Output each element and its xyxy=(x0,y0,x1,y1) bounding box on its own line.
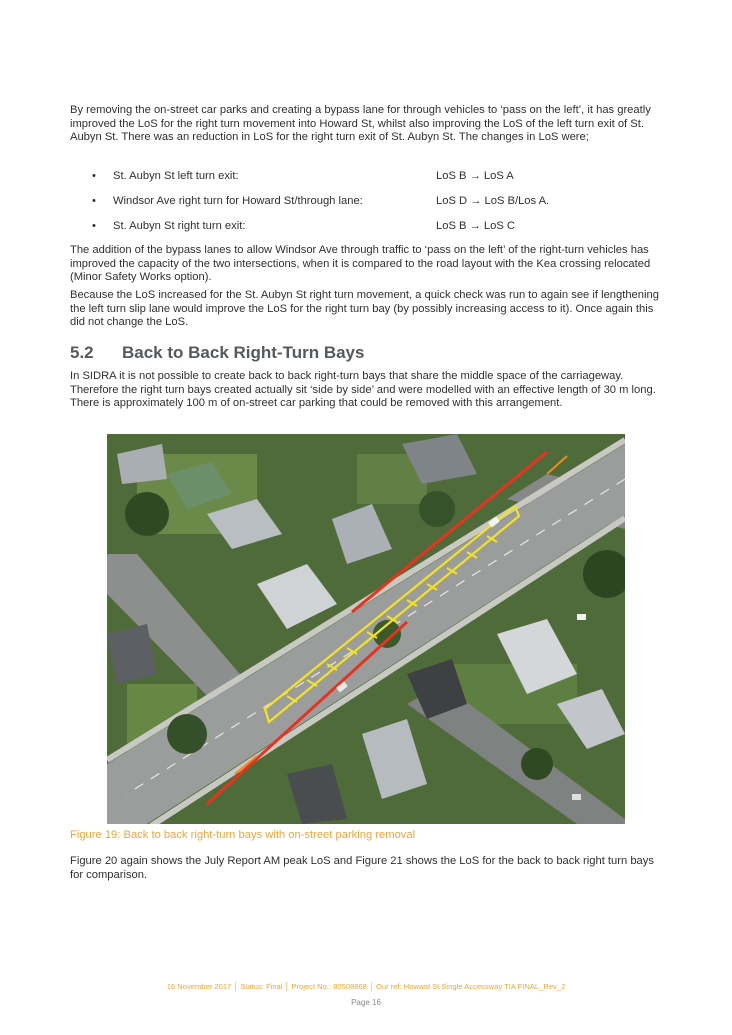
paragraph-check: Because the LoS increased for the St. Aubyn St right turn movement, a quick check was run to again see if lengthening the left turn slip lane would improve the LoS for the right turn bay (by possibly increasing access to it). Once again this did not change the LoS. xyxy=(70,289,659,329)
los-change-value: LoS B → LoS A xyxy=(436,170,514,182)
section-number: 5.2 xyxy=(70,343,94,362)
los-change-value: LoS B → LoS C xyxy=(436,220,515,232)
tree xyxy=(419,491,455,527)
bullet-icon: • xyxy=(92,220,96,232)
section-heading xyxy=(70,343,364,363)
bullet-icon: • xyxy=(92,195,96,207)
aerial-map-image xyxy=(107,434,625,824)
tree xyxy=(125,492,169,536)
list-item xyxy=(70,220,666,245)
paragraph-bypass: The addition of the bypass lanes to allow Windsor Ave through traffic to ‘pass on the left’ of the right-turn vehicles has improved the capacity of the two intersections, when it is compared to the road layout with the Kea crossing relocated (Minor Safety Works option). xyxy=(70,244,651,284)
movement-label: St. Aubyn St right turn exit: xyxy=(113,220,246,232)
paragraph-sidra: In SIDRA it is not possible to create back to back right-turn bays that share the middle space of the carriageway. Therefore the right turn bays created actually sit ‘side by side’ and were modelled with an effective length of 30 m long. There is approximately 100 m of on-street car parking that could be removed with this arrangement. xyxy=(70,370,656,410)
paragraph-figures: Figure 20 again shows the July Report AM peak LoS and Figure 21 shows the LoS for the back to back right turn bays for comparison. xyxy=(70,855,654,881)
movement-label: Windsor Ave right turn for Howard St/through lane: xyxy=(113,195,363,207)
tree xyxy=(521,748,553,780)
los-change-list xyxy=(70,170,666,245)
aerial-photo-figure xyxy=(107,434,625,824)
section-title: Back to Back Right-Turn Bays xyxy=(122,343,365,362)
bullet-icon: • xyxy=(92,170,96,182)
list-item xyxy=(70,170,666,195)
vehicle xyxy=(577,614,586,620)
paragraph-intro: By removing the on-street car parks and creating a bypass lane for through vehicles to ‘pass on the left’, it has greatly improved the LoS for the right turn movement into Howard St, whilst also improving the LoS of the left turn exit of St. Aubyn St. There was an reduction in LoS for the right turn exit of St. Aubyn St. The changes in LoS were; xyxy=(70,104,651,144)
movement-label: St. Aubyn St left turn exit: xyxy=(113,170,239,182)
list-item xyxy=(70,195,666,220)
tree xyxy=(167,714,207,754)
page-number: Page 16 xyxy=(351,998,381,1007)
los-change-value: LoS D → LoS B/Los A. xyxy=(436,195,550,207)
vehicle xyxy=(572,794,581,800)
page-footer: 16 November 2017 │ Status: Final │ Project No.: 80508868 │ Our ref: Howard St Single Accessway TIA FINAL_Rev_2 xyxy=(166,982,566,991)
figure-caption: Figure 19: Back to back right-turn bays with on-street parking removal xyxy=(70,829,416,841)
